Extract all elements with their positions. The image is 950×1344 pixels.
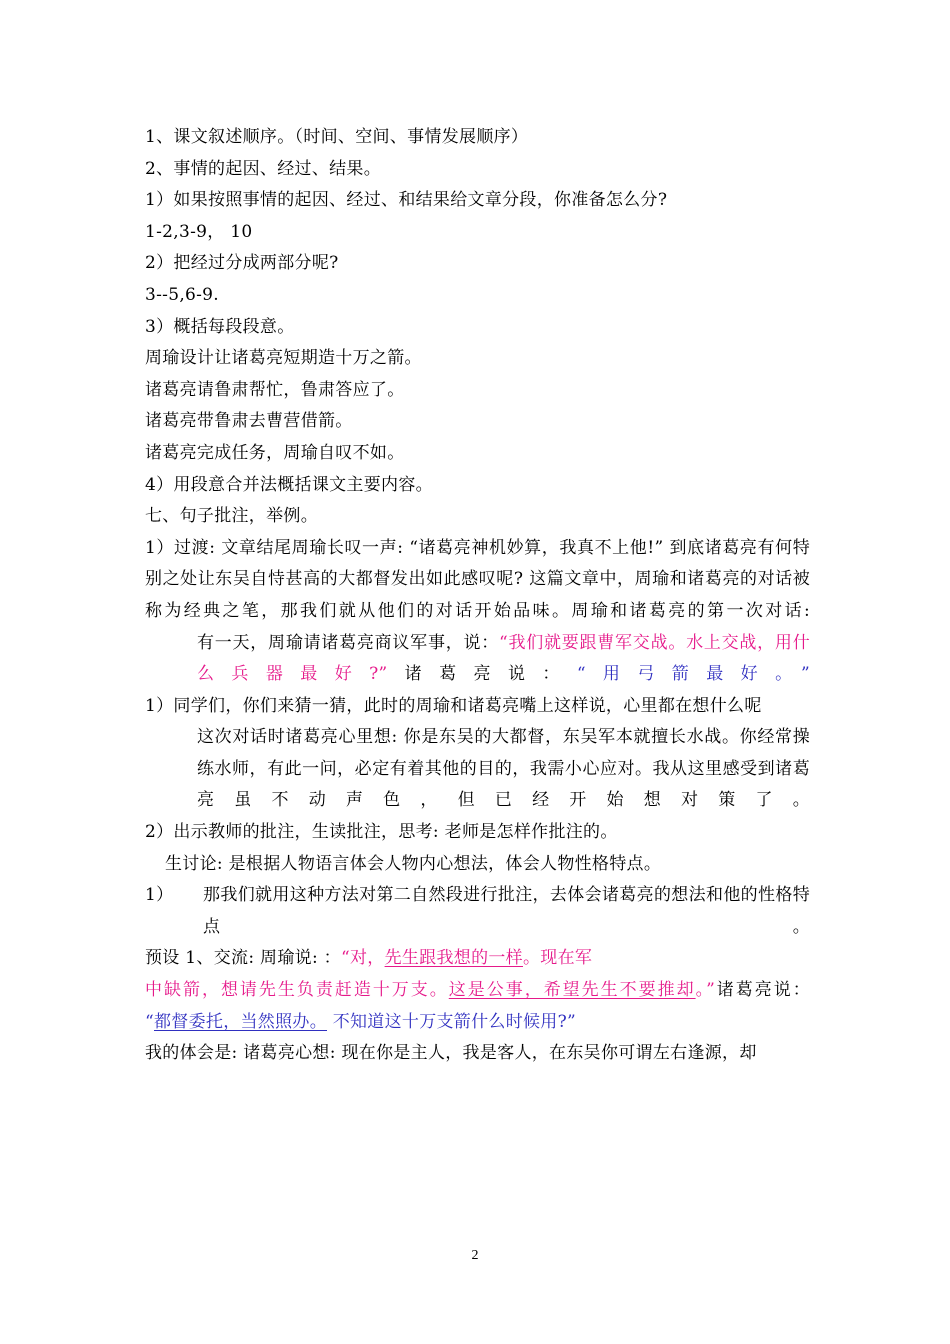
zhouyu-quote-text: 中缺箭，想请先生负责赶造十万支。 <box>145 980 449 1001</box>
section-heading: 七、句子批注，举例。 <box>145 506 318 527</box>
paragraph-thought: 这次对话时诸葛亮心里想: 你是东吴的大都督，东吴军本就擅长水战。你经常操练水师，有此一问，必定有着其他的目的，我需小心应对。我从这里感受到诸葛亮虽不动声色，但已经开始想对策了。 <box>197 727 810 811</box>
text-line: 我的体会是: 诸葛亮心想: 现在你是主人，我是客人，在东吴你可谓左右逢源，却 <box>145 1043 757 1064</box>
dialog-intro: 有一天，周瑜请诸葛亮商议军事，说： <box>197 632 499 653</box>
dialog-line-3 <box>145 1007 810 1039</box>
text-line: 3）概括每段段意。 <box>145 316 295 337</box>
zhouyu-quote-end: 。” <box>695 980 716 1001</box>
text-line: 3--5,6-9. <box>145 284 220 305</box>
text-line: 1）如果按照事情的起因、经过、和结果给文章分段，你准备怎么分? <box>145 190 668 211</box>
page-number: 2 <box>471 1248 479 1263</box>
dialog-prefix: 预设 1、交流: 周瑜说: ： <box>145 948 341 969</box>
paragraph-transition: 1）过渡: 文章结尾周瑜长叹一声: “诸葛亮神机妙算，我真不上他!” 到底诸葛亮有何特别之处让东吴自恃甚高的大都督发出如此感叹呢? 这篇文章中，周瑜和诸葛亮的对话被称为经典之笔，那我们就从他们的对话开始品味。周瑜和诸葛亮的第一次对话: <box>145 537 810 621</box>
dialog-mid: 诸葛亮说： <box>715 980 810 1001</box>
underlined-quote: 先生跟我想的一样 <box>384 948 523 969</box>
zhouyu-quote: “我们就要跟曹军交战。水上交战，用什么兵器最好?” <box>197 632 810 685</box>
page-body <box>145 122 810 1070</box>
text-line: 1）同学们，你们来猜一猜，此时的周瑜和诸葛亮嘴上这样说，心里都在想什么呢 <box>145 695 762 716</box>
dialog-mid: 诸葛亮说： <box>387 664 577 685</box>
dialog-line-2 <box>145 975 810 1007</box>
text-line: 1、课文叙述顺序。（时间、空间、事情发展顺序） <box>145 127 529 147</box>
paragraph-number: 1） <box>145 885 174 906</box>
text-line: 2）把经过分成两部分呢? <box>145 253 339 274</box>
zhugeliang-quote-start: “ <box>145 1011 154 1032</box>
numbered-paragraph <box>145 880 810 943</box>
paragraph-text: 那我们就用这种方法对第二自然段进行批注，去体会诸葛亮的想法和他的性格特点。 <box>203 885 810 937</box>
text-line: 诸葛亮带鲁肃去曹营借箭。 <box>145 411 353 432</box>
text-line: 2）出示教师的批注，生读批注，思考: 老师是怎样作批注的。 <box>145 822 618 843</box>
underlined-quote: 这是公事，希望先生不要推却 <box>448 980 696 1001</box>
underlined-quote: 都督委托，当然照办。 <box>154 1011 327 1032</box>
text-line: 周瑜设计让诸葛亮短期造十万之箭。 <box>145 348 422 369</box>
text-line: 诸葛亮完成任务，周瑜自叹不如。 <box>145 442 405 463</box>
dialog-paragraph-1 <box>145 628 810 691</box>
zhouyu-quote-text: 。现在军 <box>522 948 593 969</box>
zhouyu-quote-start: “对， <box>340 948 385 969</box>
text-line: 1-2,3-9， 10 <box>145 221 253 242</box>
text-line: 诸葛亮请鲁肃帮忙，鲁肃答应了。 <box>145 379 405 400</box>
text-line: 2、事情的起因、经过、结果。 <box>145 158 382 179</box>
zhugeliang-quote-text: 不知道这十万支箭什么时候用?” <box>327 1011 577 1032</box>
text-line: 4）用段意合并法概括课文主要内容。 <box>145 474 433 495</box>
text-line: 生讨论: 是根据人物语言体会人物内心想法，体会人物性格特点。 <box>165 853 662 874</box>
zhugeliang-quote: “用弓箭最好。” <box>576 664 810 685</box>
dialog-line-1 <box>145 943 810 975</box>
